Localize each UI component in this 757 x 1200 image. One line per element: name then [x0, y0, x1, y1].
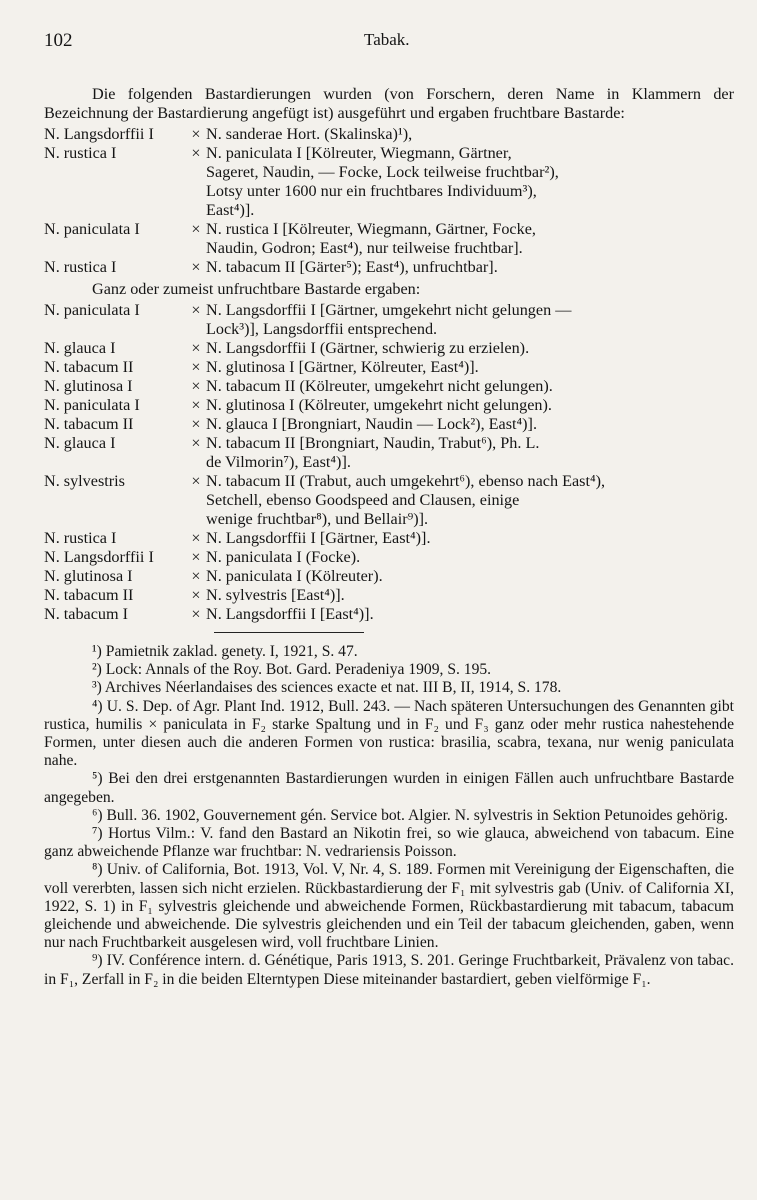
cross-detail-line: wenige fruchtbar⁸), und Bellair⁹)]. [206, 510, 429, 528]
cross-detail-line: N. tabacum II (Kölreuter, umgekehrt nicht gelungen). [206, 377, 553, 395]
cross-parent-right [206, 586, 734, 605]
cross-detail-line: Lotsy unter 1600 nur ein fruchtbares Individuum³), [206, 182, 537, 200]
cross-symbol: × [191, 605, 201, 623]
cross-parent-left: N. tabacum II [44, 586, 134, 604]
cross-detail-line: N. sylvestris [East⁴)]. [206, 586, 345, 604]
cross-detail-line: N. tabacum II [Gärter⁵); East⁴), unfruchtbar]. [206, 258, 498, 276]
footnote: ⁵) Bei den drei erstgenannten Bastardierungen wurden in einigen Fällen auch unfruchtbare Bastarde angegeben. [44, 770, 734, 806]
cross-entry [44, 396, 734, 415]
cross-detail-line: de Vilmorin⁷), East⁴)]. [206, 453, 351, 471]
cross-parent-right [206, 144, 734, 220]
cross-symbol: × [191, 396, 201, 414]
intro-paragraph: Die folgenden Bastardierungen wurden (von Forschern, deren Name in Klammern der Bezeichnung der Bastardierung angefügt ist) ausgeführt und ergaben fruchtbare Bastarde: [44, 85, 734, 122]
cross-parent-left: N. paniculata I [44, 220, 140, 238]
cross-parent-left: N. glauca I [44, 434, 116, 452]
cross-parent-left: N. paniculata I [44, 396, 140, 414]
cross-parent-left: N. rustica I [44, 144, 117, 162]
running-title: Tabak. [364, 30, 410, 49]
cross-parent-right [206, 605, 734, 624]
cross-parent-right [206, 567, 734, 586]
footnote: ²) Lock: Annals of the Roy. Bot. Gard. Peradeniya 1909, S. 195. [92, 661, 492, 679]
cross-symbol: × [191, 258, 201, 276]
cross-parent-left: N. tabacum II [44, 415, 134, 433]
cross-detail-line: N. glutinosa I [Gärtner, Kölreuter, East⁴)]. [206, 358, 479, 376]
cross-detail-line: N. Langsdorffii I (Gärtner, schwierig zu erzielen). [206, 339, 530, 357]
cross-parent-left: N. rustica I [44, 529, 117, 547]
cross-symbol: × [191, 339, 201, 357]
cross-entry [44, 472, 734, 529]
cross-parent-right [206, 377, 734, 396]
cross-parent-left: N. glutinosa I [44, 567, 133, 585]
cross-symbol: × [191, 586, 201, 604]
footnotes [44, 643, 734, 989]
cross-detail-line: N. Langsdorffii I [Gärtner, umgekehrt nicht gelungen — [206, 301, 572, 319]
cross-detail-line: N. tabacum II [Brongniart, Naudin, Trabut⁶), Ph. L. [206, 434, 540, 452]
cross-symbol: × [191, 301, 201, 319]
cross-entry [44, 415, 734, 434]
cross-entry [44, 258, 734, 277]
footnote: ³) Archives Néerlandaises des sciences exacte et nat. III B, II, 1914, S. 178. [92, 679, 562, 697]
cross-detail-line: N. rustica I [Kölreuter, Wiegmann, Gärtner, Focke, [206, 220, 536, 238]
cross-parent-right [206, 396, 734, 415]
cross-detail-line: N. paniculata I (Focke). [206, 548, 361, 566]
cross-symbol: × [191, 529, 201, 547]
cross-entry [44, 529, 734, 548]
cross-detail-line: N. paniculata I [Kölreuter, Wiegmann, Gärtner, [206, 144, 512, 162]
running-header [44, 30, 734, 62]
cross-detail-line: Sageret, Naudin, — Focke, Lock teilweise fruchtbar²), [206, 163, 559, 181]
footnote: ⁴) U. S. Dep. of Agr. Plant Ind. 1912, Bull. 243. — Nach späteren Untersuchungen des Genannten gibt rustica, humilis × paniculata in F₂ starke Spaltung und in F₂ und F₃ ganz oder mehr rustica nahestehende Formen, unter diesen auch die anderen Formen von rustica: brasilia, scabra, texana, nur wenig paniculata nahe. [44, 697, 734, 770]
cross-entry [44, 339, 734, 358]
footnote: ¹) Pamietnik zaklad. genety. I, 1921, S. 47. [92, 643, 358, 660]
cross-parent-right [206, 258, 734, 277]
footnote: ⁹) IV. Conférence intern. d. Génétique, Paris 1913, S. 201. Geringe Fruchtbarkeit, Prävalenz von tabac. in F₁, Zerfall in F₂ in die beiden Elterntypen Diese miteinander bastardiert, geben vielförmige F₁. [44, 952, 734, 988]
footnote: ⁶) Bull. 36. 1902, Gouvernement gén. Service bot. Algier. N. sylvestris in Sektion Petunoides gehörig. [92, 806, 729, 824]
cross-parent-left: N. sylvestris [44, 472, 125, 490]
cross-symbol: × [191, 358, 201, 376]
cross-parent-right [206, 301, 734, 339]
cross-parent-left: N. Langsdorffii I [44, 548, 154, 566]
cross-entry [44, 548, 734, 567]
infertile-subheading: Ganz oder zumeist unfruchtbare Bastarde ergaben: [92, 280, 421, 298]
cross-symbol: × [191, 434, 201, 452]
cross-detail-line: N. sanderae Hort. (Skalinska)¹), [206, 125, 413, 143]
cross-parent-right [206, 339, 734, 358]
cross-detail-line: Naudin, Godron; East⁴), nur teilweise fruchtbar]. [206, 239, 523, 257]
cross-entry [44, 586, 734, 605]
cross-detail-line: N. tabacum II (Trabut, auch umgekehrt⁶), ebenso nach East⁴), [206, 472, 606, 490]
cross-detail-line: N. glauca I [Brongniart, Naudin — Lock²), East⁴)]. [206, 415, 537, 433]
footnote: ⁸) Univ. of California, Bot. 1913, Vol. V, Nr. 4, S. 189. Formen mit Vereinigung der Eigenschaften, die voll vererbten, lassen sich nicht erzielen. Rückbastardierung der F₁ mit sylvestris gab (Univ. of California XI, 1922, S. 1) in F₁ sylvestris gleichende und abweichende Formen, Rückbastardierung mit tabacum, tabacum gleichende und abweichende. Die sylvestris gleichenden und ein Teil der tabacum gleichenden, gaben, wenn nur nach Fruchtbarkeit ausgelesen wird, voll fruchtbare Linien. [44, 861, 734, 952]
cross-parent-left: N. rustica I [44, 258, 117, 276]
cross-entry [44, 144, 734, 220]
cross-detail-line: N. Langsdorffii I [East⁴)]. [206, 605, 374, 623]
cross-symbol: × [191, 567, 201, 585]
page-number: 102 [44, 30, 73, 51]
cross-symbol: × [191, 548, 201, 566]
footnote: ⁷) Hortus Vilm.: V. fand den Bastard an Nikotin frei, so wie glauca, abweichend von tabacum. Eine ganz abweichende Pflanze war fruchtbar: N. vedrariensis Poisson. [44, 825, 734, 861]
cross-parent-left: N. tabacum I [44, 605, 129, 623]
cross-parent-left: N. glauca I [44, 339, 116, 357]
cross-parent-right [206, 434, 734, 472]
cross-entry [44, 358, 734, 377]
cross-parent-right [206, 358, 734, 377]
fertile-crosses-list [44, 125, 734, 277]
book-page [44, 30, 734, 989]
cross-symbol: × [191, 125, 201, 143]
infertile-crosses-list [44, 301, 734, 624]
cross-parent-right [206, 472, 734, 529]
cross-entry [44, 434, 734, 472]
cross-symbol: × [191, 220, 201, 238]
cross-symbol: × [191, 472, 201, 490]
cross-detail-line: N. glutinosa I (Kölreuter, umgekehrt nicht gelungen). [206, 396, 552, 414]
cross-detail-line: Setchell, ebenso Goodspeed and Clausen, einige [206, 491, 520, 509]
cross-parent-left: N. tabacum II [44, 358, 134, 376]
cross-parent-left: N. glutinosa I [44, 377, 133, 395]
cross-detail-line: Lock³)], Langsdorffii entsprechend. [206, 320, 438, 338]
cross-detail-line: East⁴)]. [206, 201, 255, 219]
cross-parent-left: N. paniculata I [44, 301, 140, 319]
cross-parent-right [206, 125, 734, 144]
cross-entry [44, 301, 734, 339]
cross-parent-right [206, 415, 734, 434]
cross-symbol: × [191, 415, 201, 433]
cross-entry [44, 567, 734, 586]
cross-parent-left: N. Langsdorffii I [44, 125, 154, 143]
cross-symbol: × [191, 144, 201, 162]
cross-detail-line: N. Langsdorffii I [Gärtner, East⁴)]. [206, 529, 431, 547]
cross-entry [44, 125, 734, 144]
cross-parent-right [206, 529, 734, 548]
footnote-divider [214, 632, 364, 633]
cross-detail-line: N. paniculata I (Kölreuter). [206, 567, 383, 585]
cross-parent-right [206, 220, 734, 258]
cross-entry [44, 605, 734, 624]
cross-symbol: × [191, 377, 201, 395]
cross-parent-right [206, 548, 734, 567]
cross-entry [44, 220, 734, 258]
cross-entry [44, 377, 734, 396]
